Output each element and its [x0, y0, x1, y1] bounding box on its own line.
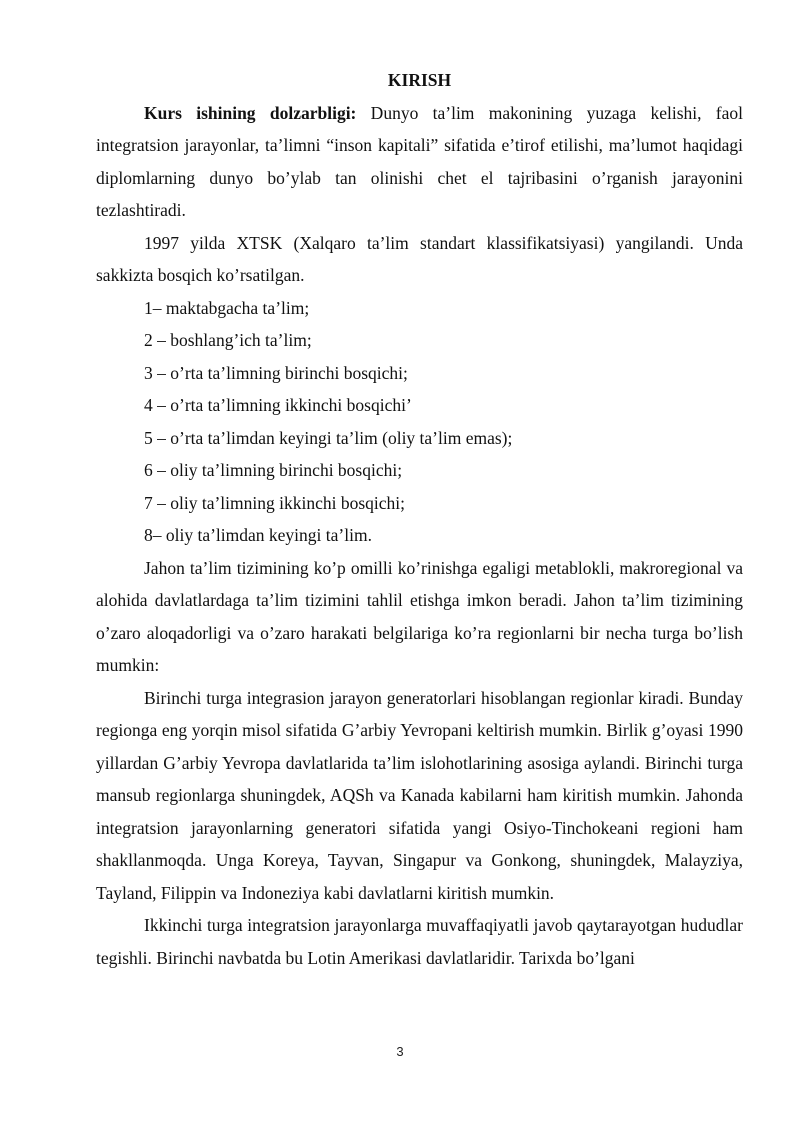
list-item: 8– oliy ta’limdan keyingi ta’lim.: [144, 525, 372, 545]
document-page: [96, 64, 743, 974]
list-item: 5 – o’rta ta’limdan keyingi ta’lim (oliy ta’lim emas);: [144, 427, 513, 448]
intro-paragraph: [96, 97, 743, 227]
list-item: 4 – o’rta ta’limning ikkinchi bosqichi’: [144, 395, 412, 415]
list-item: 6 – oliy ta’limning birinchi bosqichi;: [144, 460, 403, 480]
list-item: 2 – boshlang’ich ta’lim;: [144, 330, 312, 350]
world-system-paragraph: Jahon ta’lim tizimining ko’p omilli ko’rinishga egaligi metablokli, makroregional va alohida davlatlardaga ta’lim tizimini tahlil etishga imkon beradi. Jahon ta’lim tizimining o’zaro aloqadorligi va o’zaro harakati belgilariga ko’ra regionlarni bir necha turga bo’lish mumkin:: [96, 557, 743, 675]
page-title: KIRISH: [387, 70, 452, 90]
list-item: 3 – o’rta ta’limning birinchi bosqichi;: [144, 362, 408, 383]
intro-text: Dunyo ta’lim makonining yuzaga kelishi, faol integratsion jarayonlar, ta’limni “inson kapitali” sifatida e’tirof etilishi, ma’lumot haqidagi diplomlarning dunyo bo’ylab tan olinishi chet el tajribasini o’rganish jarayonini tezlashtiradi.: [96, 102, 743, 220]
first-type-paragraph: Birinchi turga integrasion jarayon generatorlari hisoblangan regionlar kiradi. Bunday regionga eng yorqin misol sifatida G’arbiy Yevropani keltirish mumkin. Birlik g’oyasi 1990 yillardan G’arbiy Yevropa davlatlarida ta’lim islohotlarining asosiga aylandi. Birinchi turga mansub regionlarga shuningdek, AQSh va Kanada kabilarni ham kiritish mumkin. Jahonda integratsion jarayonlarning generatori sifatida yangi Osiyo-Tinchokeani regioni ham shakllanmoqda. Unga Koreya, Tayvan, Singapur va Gonkong, shuningdek, Malayziya, Tayland, Filippin va Indoneziya kabi davlatlarni kiritish mumkin.: [96, 687, 743, 903]
levels-list: [96, 292, 743, 552]
list-item: 7 – oliy ta’limning ikkinchi bosqichi;: [144, 492, 406, 513]
second-type-paragraph: Ikkinchi turga integratsion jarayonlarga muvaffaqiyatli javob qaytarayotgan hududlar tegishli. Birinchi navbatda bu Lotin Amerikasi davlatlaridir. Tarixda bo’lgani: [96, 915, 743, 968]
list-item: 1– maktabgacha ta’lim;: [144, 297, 310, 318]
intro-lead: Kurs ishining dolzarbligi:: [144, 102, 357, 123]
xtsk-paragraph: 1997 yilda XTSK (Xalqaro ta’lim standart klassifikatsiyasi) yangilandi. Unda sakkizta bosqich ko’rsatilgan.: [96, 232, 743, 285]
page-number: 3: [396, 1044, 404, 1059]
